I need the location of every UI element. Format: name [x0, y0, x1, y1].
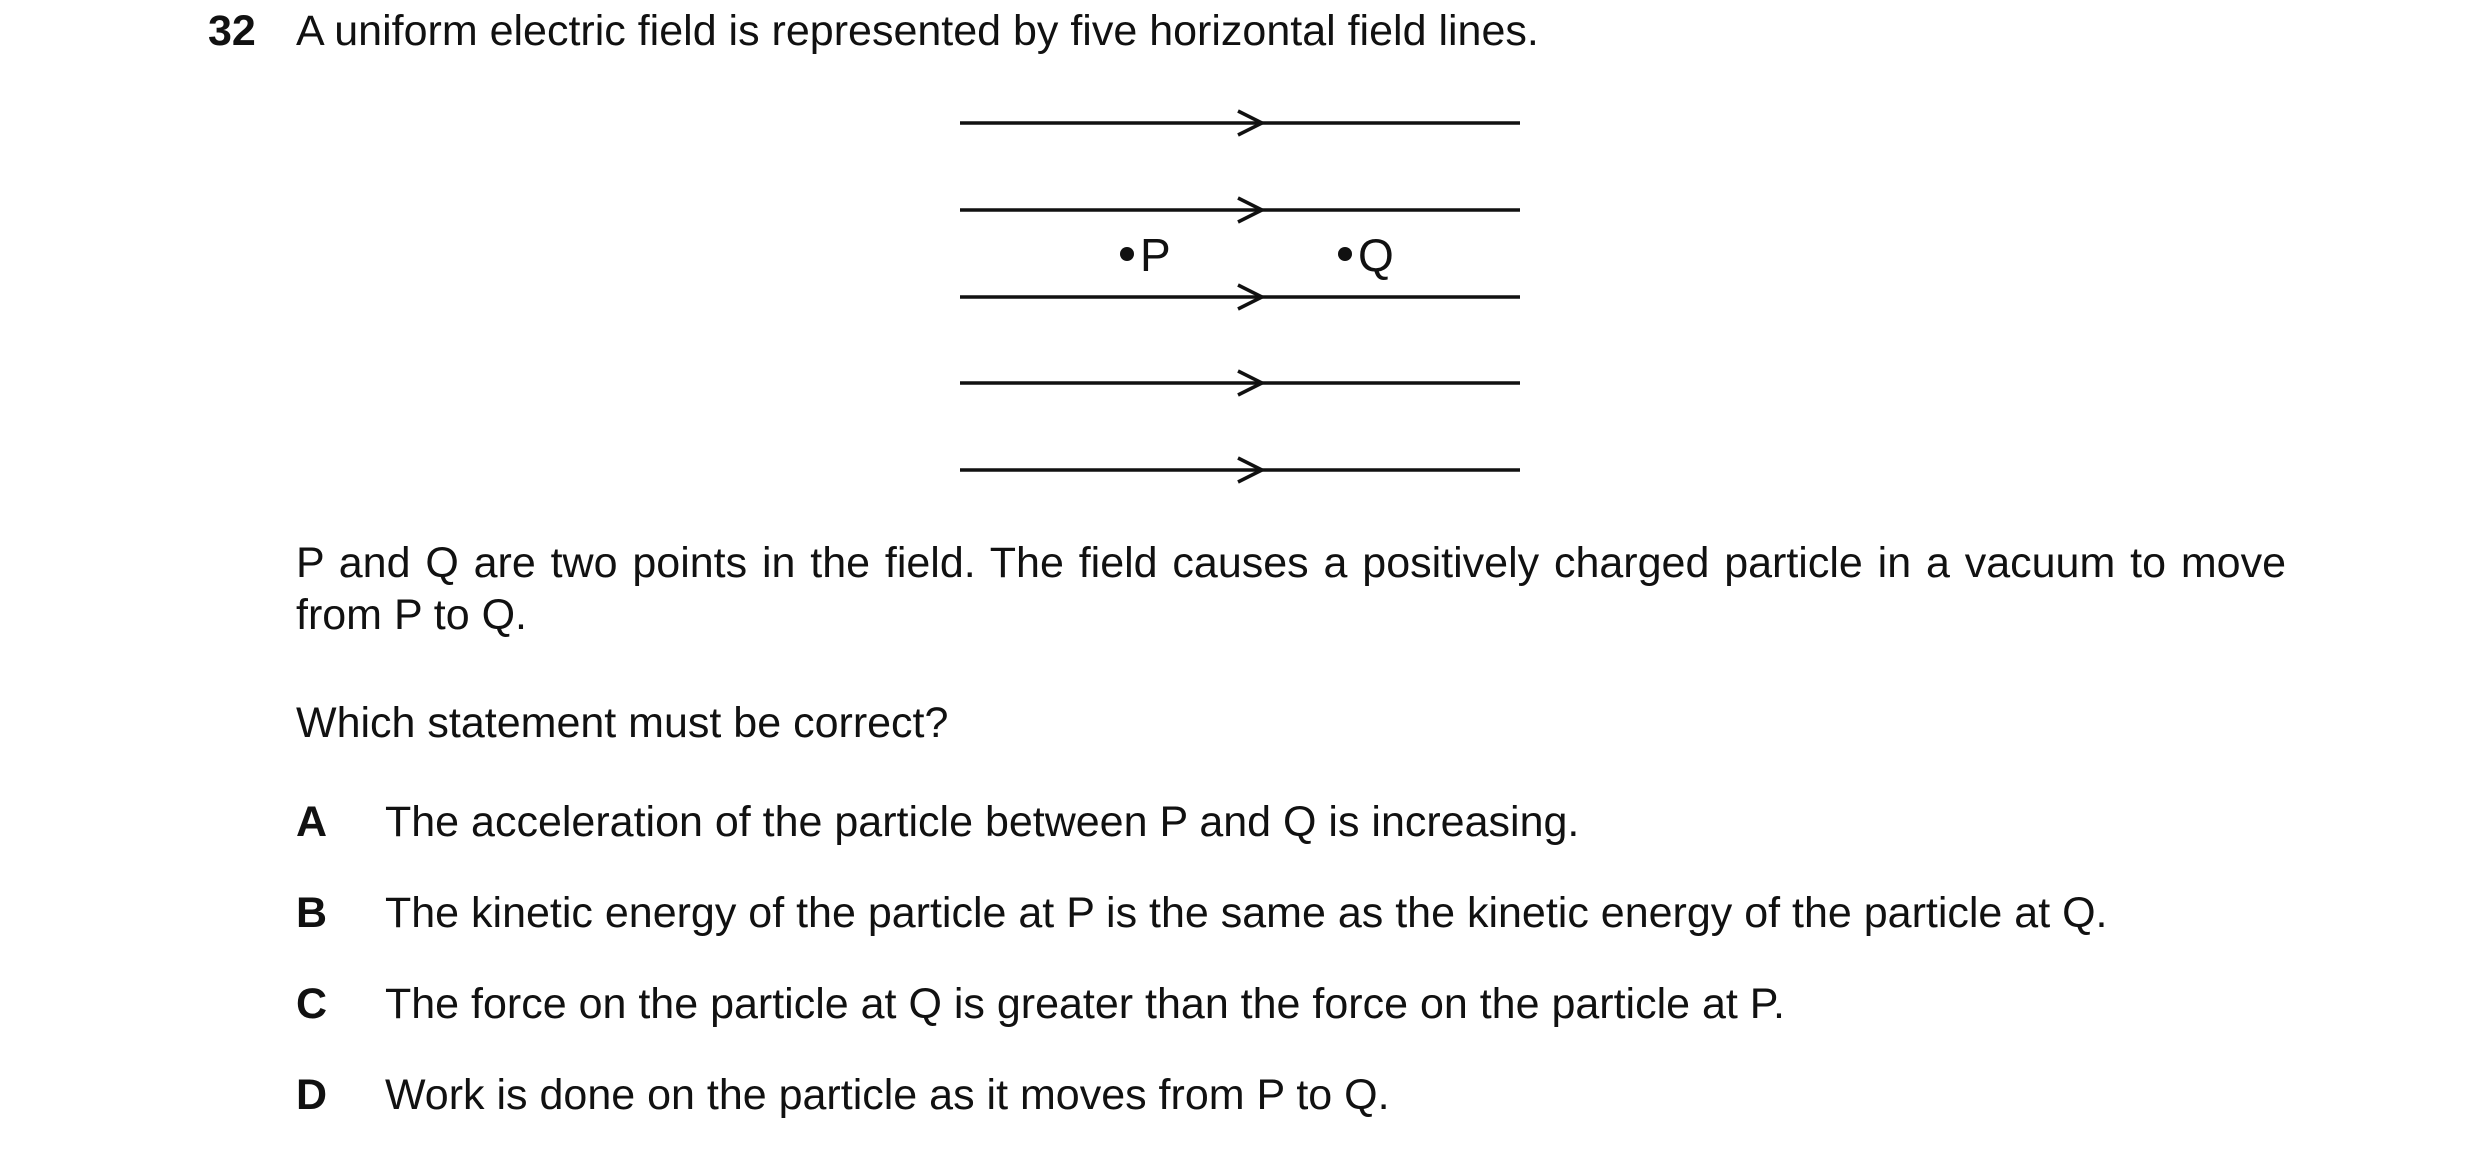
electric-field-diagram — [0, 0, 2480, 520]
option-c — [296, 975, 1785, 1033]
field-line-3 — [960, 285, 1520, 309]
field-line-1 — [960, 111, 1520, 135]
field-line-5 — [960, 458, 1520, 482]
context-paragraph: P and Q are two points in the field. The field causes a positively charged particle in a vacuum to move from P to Q. — [296, 539, 2286, 639]
option-a-text: The acceleration of the particle between P and Q is increasing. — [385, 798, 1580, 846]
point-q-dot — [1338, 247, 1352, 261]
option-a-letter: A — [296, 798, 328, 846]
option-b — [296, 884, 2108, 942]
question-stem: A uniform electric field is represented by five horizontal field lines. — [296, 7, 1539, 55]
option-d-text: Work is done on the particle as it moves from P to Q. — [385, 1071, 1390, 1119]
option-d-letter: D — [296, 1071, 328, 1119]
option-b-letter: B — [296, 889, 328, 937]
option-b-text: The kinetic energy of the particle at P is the same as the kinetic energy of the particle at Q. — [385, 889, 2108, 937]
option-a — [296, 793, 1579, 851]
field-line-4 — [960, 371, 1520, 395]
point-p-label: P — [1140, 229, 1171, 281]
point-p-dot — [1120, 247, 1134, 261]
field-line-2 — [960, 198, 1520, 222]
point-q-label: Q — [1358, 229, 1394, 281]
option-d — [296, 1066, 1390, 1124]
question-prompt: Which statement must be correct? — [296, 699, 949, 747]
question-number: 32 — [208, 7, 256, 55]
option-c-letter: C — [296, 980, 328, 1028]
option-c-text: The force on the particle at Q is greater than the force on the particle at P. — [385, 980, 1785, 1028]
